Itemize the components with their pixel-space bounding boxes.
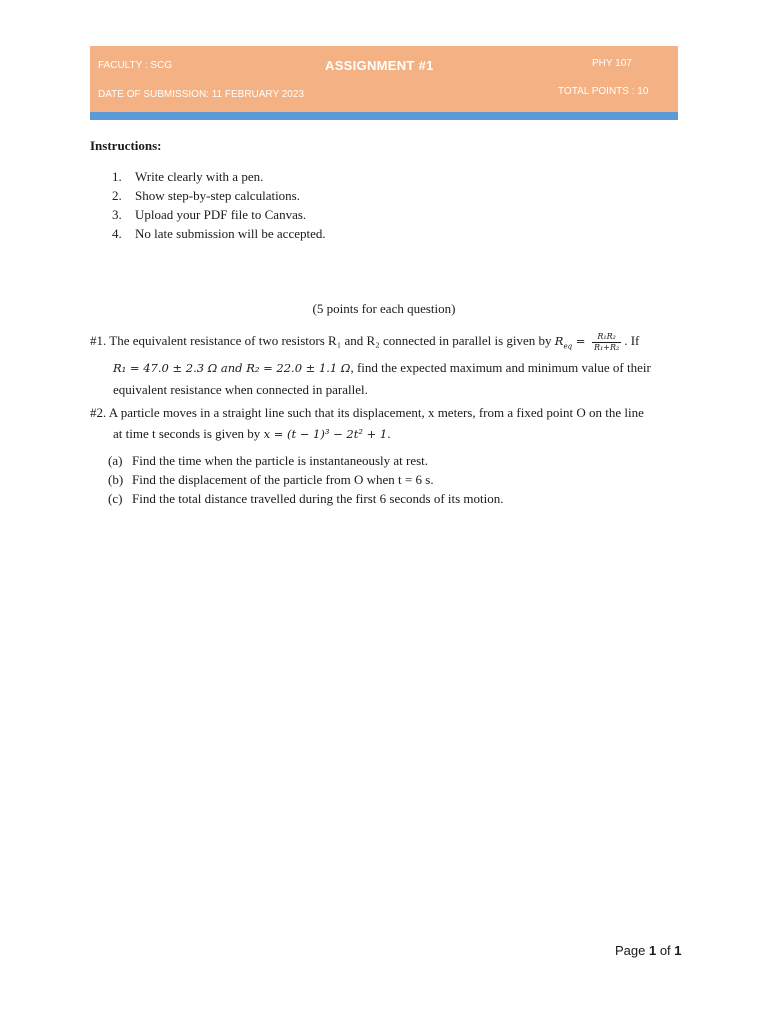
header-underline: [90, 112, 678, 120]
total-pages: 1: [674, 943, 682, 958]
r1-value: R₁ = 47.0 ± 2.3 Ω: [113, 361, 218, 376]
page-indicator: Page 1 of 1: [615, 943, 682, 958]
question-part: (b) Find the displacement of the particle from O when t = 6 s.: [108, 472, 434, 487]
question-part: (c) Find the total distance travelled during the first 6 seconds of its motion.: [108, 491, 504, 506]
question-2: [90, 402, 678, 445]
current-page: 1: [648, 943, 657, 958]
instruction-item: 3. Upload your PDF file to Canvas.: [112, 207, 307, 222]
question-2-parts: [108, 451, 504, 508]
r2-value: R₂ = 22.0 ± 1.1 Ω: [246, 361, 351, 376]
points-note: (5 points for each question): [312, 301, 456, 316]
displacement-equation: x = (t − 1)³ − 2t² + 1: [263, 427, 388, 441]
question-number: #1.: [90, 333, 107, 348]
and-word: and: [217, 361, 247, 376]
question-2-line-2: at time t seconds is given by x = (t − 1)³ − 2t² + 1.: [113, 426, 391, 441]
formula: $R_{eq}$ =: [554, 334, 590, 351]
instruction-item: 1. Write clearly with a pen.: [112, 169, 264, 184]
question-text: A particle moves in a straight line such that its displacement, x meters, from a fixed point O on the line: [108, 405, 644, 420]
question-1-line-2: R₁ = 47.0 ± 2.3 Ω and R₂ = 22.0 ± 1.1 Ω, find the expected maximum and minimum value of their: [113, 360, 651, 376]
course-code: PHY 107: [592, 58, 632, 69]
instruction-item: 4. No late submission will be accepted.: [112, 226, 326, 241]
instructions-title: Instructions:: [90, 138, 162, 153]
question-1: [90, 330, 678, 400]
question-part: (a) Find the time when the particle is instantaneously at rest.: [108, 453, 429, 468]
question-2-line-1: [90, 402, 678, 423]
instruction-item: 2. Show step-by-step calculations.: [112, 188, 300, 203]
faculty-label: FACULTY : SCG: [98, 60, 173, 71]
total-points: TOTAL POINTS : 10: [558, 86, 649, 97]
fraction: $\frac{\text{R₁R₂}}{\text{R₁+R₂}}$: [594, 331, 620, 352]
question-number: #2.: [90, 405, 107, 420]
question-text: The equivalent resistance of two resistors R₁ and R₂ connected in parallel is given by: [109, 333, 552, 348]
question-1-line-3: equivalent resistance when connected in parallel.: [113, 382, 368, 398]
submission-date: DATE OF SUBMISSION: 11 FEBRUARY 2023: [98, 89, 304, 100]
assignment-title: ASSIGNMENT #1: [325, 58, 434, 73]
assignment-header: [90, 46, 678, 112]
instructions-list: [112, 167, 326, 243]
question-1-line-1: #1. The equivalent resistance of two resistors R₁ and R₂ connected in parallel is given by $R_{eq}$ = $\frac{\text{R₁R₂}}{\text{R₁+R₂}}$ . If: [90, 331, 640, 352]
